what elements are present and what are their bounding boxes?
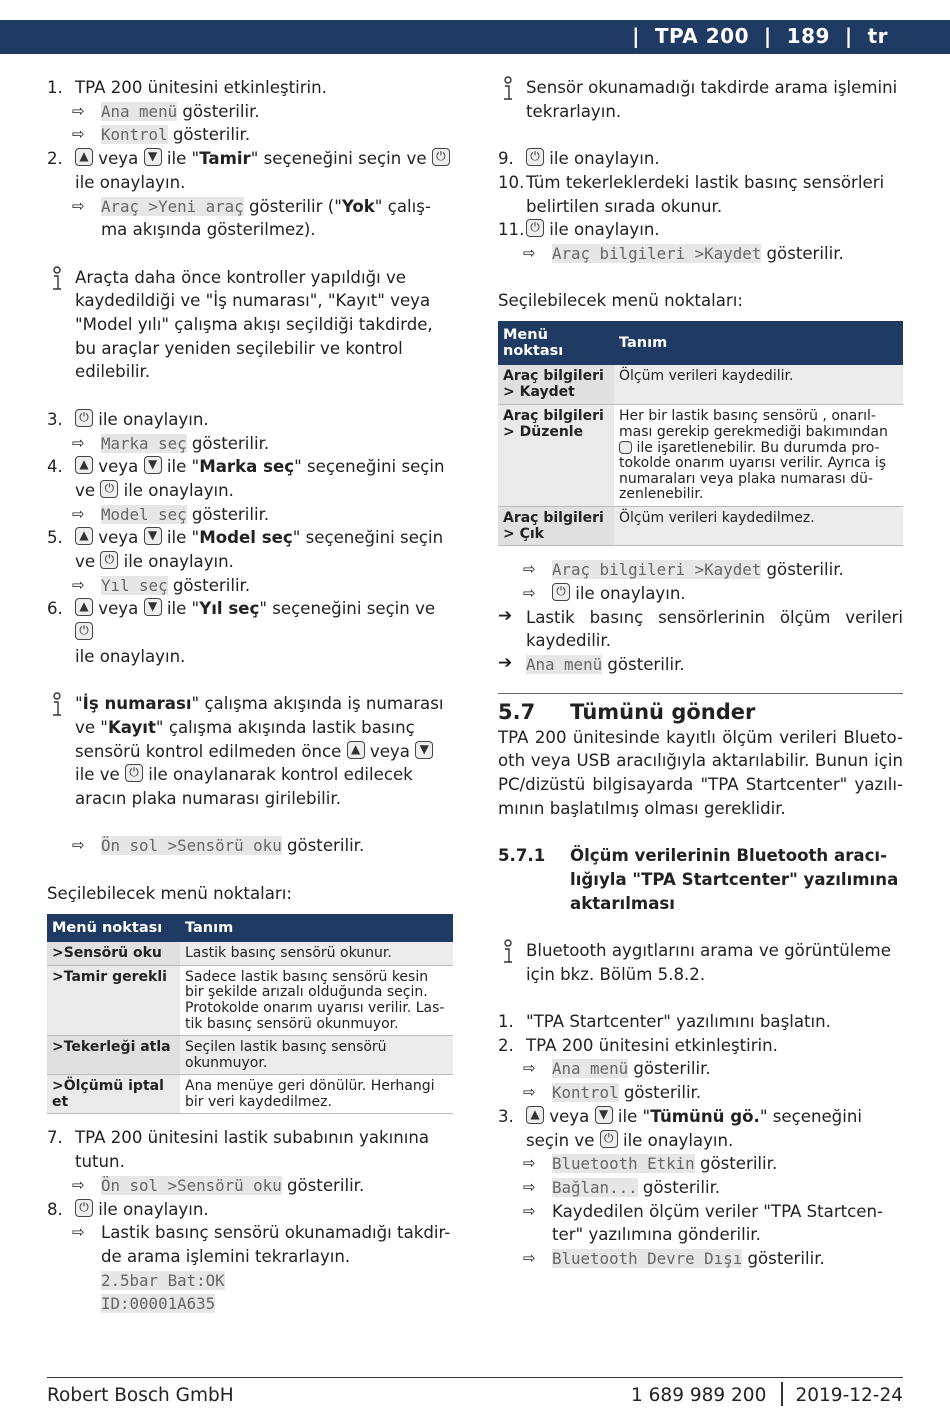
table-row: >Sensörü oku Lastik basınç sensörü okunur.: [47, 942, 453, 965]
header-sep: |: [749, 24, 787, 49]
header-page: 189: [786, 24, 830, 49]
result: ⇨ Ön sol >Sensörü oku gösterilir.: [47, 834, 453, 858]
ok-key-icon: [100, 480, 118, 498]
result: ⇨ Araç bilgileri >Kaydet gösterilir.: [498, 558, 903, 582]
table-row: Araç bilgileri > Çık Ölçüm verileri kaydedilmez.: [498, 506, 903, 545]
down-key-icon: [144, 456, 162, 474]
final-result: ➔ Ana menü gösterilir.: [498, 653, 903, 677]
ok-key-icon: [75, 409, 93, 427]
down-key-icon: [595, 1106, 613, 1124]
up-key-icon: [347, 741, 365, 759]
right-column: [498, 76, 903, 1271]
ok-key-icon: [75, 622, 93, 640]
display-text: Bluetooth Devre Dışı: [552, 1249, 743, 1269]
ok-key-icon: [526, 148, 544, 166]
up-key-icon: [75, 527, 93, 545]
down-key-icon: [415, 741, 433, 759]
ok-key-icon: [100, 551, 118, 569]
footer-company: Robert Bosch GmbH: [47, 1385, 234, 1406]
step-1: 1. TPA 200 ünitesini etkinleştirin.: [47, 78, 327, 97]
result: ⇨ Ön sol >Sensörü oku gösterilir.: [47, 1174, 453, 1198]
step-7: 7. TPA 200 ünitesini lastik subabının yakınına tutun.: [47, 1128, 430, 1172]
display-text: ID:00001A635: [101, 1294, 216, 1314]
step-3: 3. ▲ veya ▼ ile "Tümünü gö." seçeneğini seçin ve ⏻ ile onaylayın.: [498, 1105, 903, 1152]
display-text: Bağlan...: [552, 1177, 638, 1197]
down-key-icon: [144, 148, 162, 166]
result: ⇨ Lastik basınç sensörü okunamadığı takdir-de arama işlemini tekrarlayın.: [47, 1221, 453, 1268]
display-text: Kontrol: [552, 1083, 619, 1103]
table-caption: Seçilebilecek menü noktaları:: [47, 883, 292, 903]
up-key-icon: [526, 1106, 544, 1124]
result: ⇨ Marka seç gösterilir.: [47, 432, 453, 456]
result: ⇨ Kontrol gösterilir.: [498, 1081, 903, 1105]
footer-date: 2019-12-24: [795, 1385, 903, 1406]
table-row: >Tekerleği atla Seçilen lastik basınç sensörü okunmuyor.: [47, 1036, 453, 1075]
display-text: Araç >Yeni araç: [101, 196, 244, 216]
section-paragraph: TPA 200 ünitesinde kayıtlı ölçüm verileri Blueto-oth veya USB aracılığıyla aktarılabilir. Bunun için PC/dizüstü bilgisayarda "TPA Startcenter" yazılı-mının başlatılmış olması gereklidir.: [498, 727, 903, 818]
header-lang: tr: [867, 24, 888, 49]
result: ⇨ Yıl seç gösterilir.: [47, 574, 453, 598]
display-readout: [47, 1269, 453, 1316]
display-text: Ön sol >Sensörü oku: [101, 836, 282, 856]
result: ⇨ Araç >Yeni araç gösterilir ("Yok" çalış-ma akışında gösterilmez).: [47, 195, 453, 242]
info-note: Sensör okunamadığı takdirde arama işlemini tekrarlayın.: [498, 76, 903, 123]
step-10: 10. Tüm tekerleklerdeki lastik basınç sensörleri belirtilen sırada okunur.: [498, 172, 885, 216]
table-header: Menü noktası: [47, 914, 180, 943]
header-sep: |: [829, 24, 868, 49]
subsection-heading: 5.7.1 Ölçüm verilerinin Bluetooth aracı-lığıyla "TPA Startcenter" yazılımına aktarılması: [498, 846, 899, 913]
info-icon: [500, 76, 516, 102]
display-text: Kontrol: [101, 125, 168, 145]
step-8: 8. ⏻ ile onaylayın.: [47, 1198, 453, 1222]
header-product: TPA 200: [654, 24, 749, 49]
info-icon: [49, 266, 65, 292]
up-key-icon: [75, 148, 93, 166]
table-header: Tanım: [180, 914, 453, 943]
ok-key-icon: [552, 583, 570, 601]
result: ⇨ Araç bilgileri >Kaydet gösterilir.: [498, 242, 903, 266]
step-3: 3. ⏻ ile onaylayın.: [47, 408, 453, 432]
result: ⇨ Kaydedilen ölçüm veriler "TPA Startcen-ter" yazılımına gönderilir.: [498, 1200, 903, 1247]
step-4: 4. ▲ veya ▼ ile "Marka seç" seçeneğini seçin ve ⏻ ile onaylayın.: [47, 455, 453, 502]
table-row: >Ölçümü iptal et Ana menüye geri dönülür. Herhangi bir veri kaydedilmez.: [47, 1075, 453, 1114]
footer-docnum: 1 689 989 200: [631, 1385, 767, 1406]
page-header: [0, 20, 950, 54]
down-key-icon: [144, 527, 162, 545]
info-note: Araçta daha önce kontroller yapıldığı ve kaydedildiği ve "İş numarası", "Kayıt" veya "Model yılı" çalışma akışı seçildiği takdirde, bu araçlar yeniden seçilebilir ve kontrol edilebilir.: [47, 266, 453, 385]
display-text: 2.5bar Bat:OK: [101, 1270, 225, 1290]
result: ⇨ Kontrol gösterilir.: [47, 123, 453, 147]
table-row: Araç bilgileri > Düzenle Her bir lastik basınç sensörü , onarıl-ması gerekip gerekmediği bakımından ile işaretlenebilir. Bu durumda pro-tokolde onarım uyarısı verilir. Ayrıca iş numaraları veya plaka numarası dü-zenlenebilir.: [498, 405, 903, 507]
page-footer: [47, 1377, 903, 1406]
display-text: Ön sol >Sensörü oku: [101, 1175, 282, 1195]
display-text: Yıl seç: [101, 575, 168, 595]
display-text: Ana menü: [552, 1059, 629, 1079]
result: ⇨ Bluetooth Devre Dışı gösterilir.: [498, 1247, 903, 1271]
left-column: [47, 76, 453, 1316]
up-key-icon: [75, 456, 93, 474]
info-icon: [500, 939, 516, 965]
info-note: Bluetooth aygıtlarını arama ve görüntüleme için bkz. Bölüm 5.8.2.: [498, 939, 903, 986]
step-11: 11. ⏻ ile onaylayın.: [498, 218, 903, 242]
section-heading: 5.7 Tümünü gönder: [498, 693, 903, 726]
result: ⇨ Bluetooth Etkin gösterilir.: [498, 1152, 903, 1176]
repair-mark-icon: [619, 441, 632, 454]
display-text: Araç bilgileri >Kaydet: [552, 243, 762, 263]
result: ⏻⇨ ile onaylayın.: [498, 582, 903, 606]
ok-key-icon: [600, 1130, 618, 1148]
display-text: Ana menü: [101, 101, 178, 121]
ok-key-icon: [125, 764, 143, 782]
header-sep: |: [632, 24, 655, 49]
info-icon: [49, 692, 65, 718]
ok-key-icon: [432, 148, 450, 166]
ok-key-icon: [526, 219, 544, 237]
menu-table: [498, 321, 903, 546]
display-text: Araç bilgileri >Kaydet: [552, 560, 762, 580]
up-key-icon: [75, 598, 93, 616]
result: ⇨ Bağlan... gösterilir.: [498, 1176, 903, 1200]
table-header: Tanım: [614, 321, 903, 365]
step-2: 2. TPA 200 ünitesini etkinleştirin.: [498, 1035, 778, 1055]
footer-divider: [781, 1382, 783, 1406]
step-2: 2. ▲ veya ▼ ile "Tamir" seçeneğini seçin ve ⏻ ile onaylayın.: [47, 147, 453, 194]
ok-key-icon: [75, 1199, 93, 1217]
down-key-icon: [144, 598, 162, 616]
info-note: "İş numarası" çalışma akışında iş numarası ve "Kayıt" çalışma akışında lastik basınç sensörü kontrol edilmeden önce ▲ veya ▼ ile ve ⏻ ile onaylanarak kontrol edilecek aracın plaka numarası girilebilir.: [47, 692, 453, 811]
display-text: Model seç: [101, 504, 187, 524]
table-row: Araç bilgileri > Kaydet Ölçüm verileri kaydedilir.: [498, 365, 903, 405]
step-1: 1. "TPA Startcenter" yazılımını başlatın.: [498, 1012, 831, 1032]
step-6: 6. ▲ veya ▼ ile "Yıl seç" seçeneğini seçin ve ⏻ ile onaylayın.: [47, 597, 453, 668]
table-caption: Seçilebilecek menü noktaları:: [498, 291, 743, 311]
menu-table: [47, 914, 453, 1115]
result: ⇨ Ana menü gösterilir.: [498, 1057, 903, 1081]
result: ⇨ Ana menü gösterilir.: [47, 100, 453, 124]
display-text: Ana menü: [526, 654, 603, 674]
display-text: Bluetooth Etkin: [552, 1154, 695, 1174]
display-text: Marka seç: [101, 433, 187, 453]
step-9: 9. ⏻ ile onaylayın.: [498, 147, 903, 171]
step-5: 5. ▲ veya ▼ ile "Model seç" seçeneğini seçin ve ⏻ ile onaylayın.: [47, 526, 453, 573]
table-header: Menü noktası: [498, 321, 614, 365]
final-result: ➔ Lastik basınç sensörlerinin ölçüm verileri kaydedilir.: [498, 606, 903, 653]
table-row: >Tamir gerekli Sadece lastik basınç sensörü kesin bir şekilde arızalı olduğunda seçin. Protokolde onarım uyarısı verilir. Las-tik basınç sensörü okunmuyor.: [47, 965, 453, 1035]
result: ⇨ Model seç gösterilir.: [47, 503, 453, 527]
